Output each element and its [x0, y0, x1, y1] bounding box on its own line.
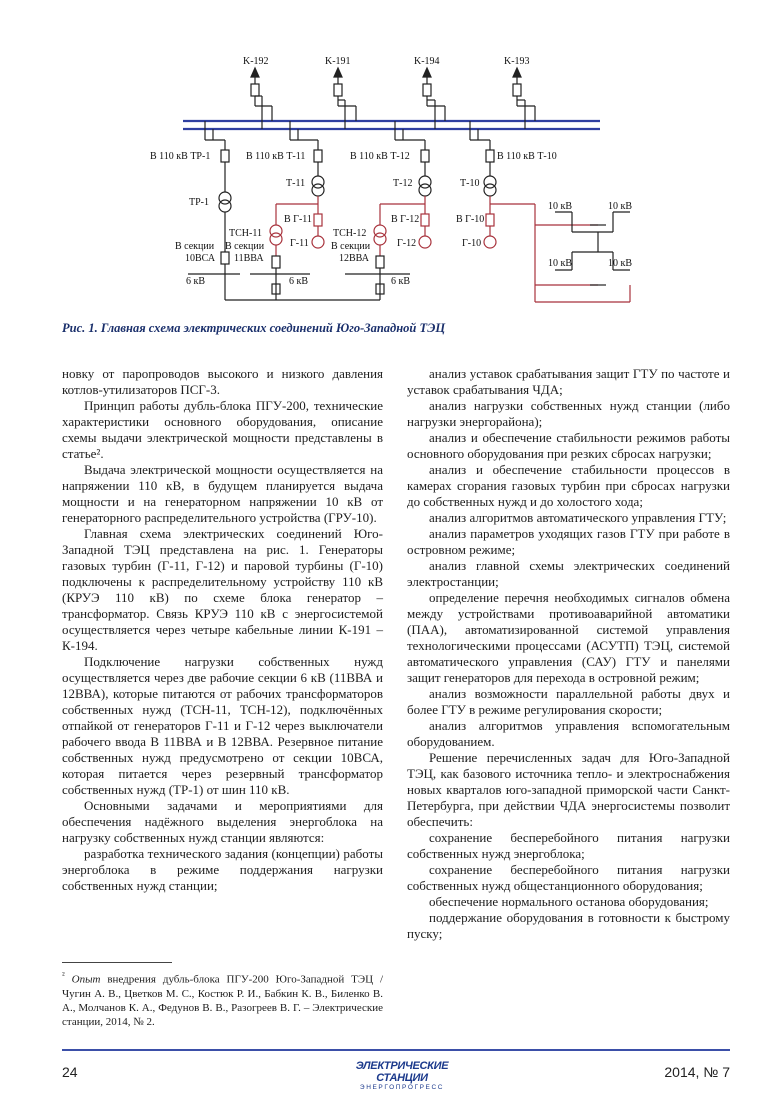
page-number: 24 [62, 1064, 78, 1080]
gen-breaker-label: В Г-10 [456, 214, 485, 225]
logo-subtitle: ЭНЕРГОПРОГРЕСС [359, 1084, 445, 1091]
list-item: обеспечение нормального останова оборудования; [429, 894, 709, 909]
list-item: сохранение бесперебойного питания нагрузки собственных нужд энергоблока; [407, 830, 730, 861]
gen-breaker-label: В Г-11 [284, 214, 312, 225]
section-label: 12ВВА [339, 253, 369, 264]
voltage-10kv-label: 10 кВ [608, 258, 633, 269]
list-item: анализ параметров уходящих газов ГТУ при работе в островном режиме; [407, 526, 730, 557]
transformer-label: Т-11 [286, 178, 306, 189]
section-label: 11ВВА [234, 253, 264, 264]
breaker-label: В 110 кВ Т-12 [350, 151, 410, 162]
section-breaker-label: В секции [175, 241, 215, 252]
voltage-6kv-label: 6 кВ [289, 276, 309, 287]
footnote [62, 968, 383, 1029]
list-item: анализ и обеспечение стабильности процессов в камерах сгорания газовых турбин при сбросах нагрузки до собственных нужд и до холостого хода; [407, 462, 730, 509]
breaker-label: В 110 кВ Т-10 [497, 151, 557, 162]
right-column [407, 366, 730, 942]
transformer-label: Т-12 [393, 178, 413, 189]
generator-label: Г-10 [462, 238, 482, 249]
list-item: поддержание оборудования в готовности к быстрому пуску; [407, 910, 730, 941]
footnote-rule [62, 962, 172, 963]
list-item: анализ главной схемы электрических соединений электростанции; [407, 558, 730, 589]
footnote-mark: ² [62, 970, 65, 980]
list-item: сохранение бесперебойного питания нагрузки собственных нужд общестанционного оборудования; [407, 862, 730, 893]
footer-rule [62, 1049, 730, 1051]
transformer-label: Т-10 [460, 178, 480, 189]
voltage-10kv-label: 10 кВ [548, 201, 573, 212]
generator-label: Г-12 [397, 238, 417, 249]
paragraph: Решение перечисленных задач для Юго-Западной ТЭЦ, как базового источника тепло- и электроснабжения новых кварталов юго-западной приморской части Санкт-Петербурга, при действии ЧДА энергосистемы позволит обеспечить: [407, 750, 730, 829]
paragraph: разработка технического задания (концепции) работы энергоблока в режиме поддержания нагрузки собственных нужд станции; [62, 846, 383, 893]
grid-10kv [555, 212, 633, 285]
voltage-6kv-label: 6 кВ [391, 276, 411, 287]
breaker-label: В 110 кВ Т-11 [246, 151, 306, 162]
paragraph: Подключение нагрузки собственных нужд осуществляется через две рабочие секции 6 кВ (11ВВА и 12ВВА), которые питаются от рабочих трансформаторов собственных нужд (ТСН-11, ТСН-12), подключённых отпайкой от генераторов Г-11 и Г-12 через выключатели рабочего ввода В 11ВВА и В 12ВВА. Резервное питание собственных нужд предусмотрено от секции 10ВСА, которая питается через резервный трансформатор собственных нужд (ТР-1) от шин 110 кВ. [62, 654, 383, 797]
list-item: анализ возможности параллельной работы двух и более ГТУ в режиме регулирования скорости; [407, 686, 730, 717]
feeder-k193 [513, 68, 535, 129]
feeder-k192 [251, 68, 272, 129]
journal-logo [352, 1060, 452, 1091]
paragraph: Основными задачами и мероприятиями для обеспечения надёжного выделения энергоблока на нагрузку собственных нужд станции являются: [62, 798, 383, 845]
list-item: анализ уставок срабатывания защит ГТУ по частоте и уставок срабатывания ЧДА; [407, 366, 730, 397]
paragraph: Принцип работы дубль-блока ПГУ-200, технические характеристики основного оборудования, описание схемы выдачи электрической мощности представлены в статье². [62, 398, 383, 461]
paragraph: Выдача электрической мощности осуществляется на напряжении 110 кВ, в будущем планируется выдача мощности и на генераторном напряжении 10 кВ от генераторного распределительного устройства (ГРУ-10). [62, 462, 383, 525]
transformer-label: ТР-1 [189, 197, 209, 208]
voltage-6kv-label: 6 кВ [186, 276, 206, 287]
line-label: K-191 [325, 56, 351, 67]
breaker-label: В 110 кВ ТР-1 [150, 151, 211, 162]
list-item: анализ и обеспечение стабильности режимов работы основного оборудования при резких сбросах нагрузки; [407, 430, 730, 461]
issue-number: 2014, № 7 [664, 1064, 730, 1080]
generator-label: Г-11 [290, 238, 309, 249]
feeder-k194 [423, 68, 445, 129]
logo-title: ЭЛЕКТРИЧЕСКИЕ СТАНЦИИ [355, 1060, 449, 1084]
voltage-10kv-label: 10 кВ [548, 258, 573, 269]
section-breaker-label: В секции [225, 241, 265, 252]
line-label: K-192 [243, 56, 269, 67]
paragraph: новку от паропроводов высокого и низкого давления котлов-утилизаторов ПСГ-3. [62, 366, 383, 397]
list-item: анализ алгоритмов автоматического управления ГТУ; [429, 510, 727, 525]
gen-circuit-g11 [270, 196, 324, 268]
footnote-text: внедрения дубль-блока ПГУ-200 Юго-Западной ТЭЦ / Чугин А. В., Цветков М. С., Костюк Р. И., Бабкин К. В., Биленко В. А., Молчанов К. А., Федунов В. В., Разогреев В. Г. – Электрические станции, 2014, № 2. [62, 973, 383, 1028]
aux-transformer-label: ТСН-11 [229, 228, 262, 239]
paragraph: Главная схема электрических соединений Юго-Западной ТЭЦ представлена на рис. 1. Генераторы газовых турбин (Г-11, Г-12) и паровой турбины (Г-10) подключены к распределительному устройству 110 кВ (КРУЭ 110 кВ) по схеме блока генератор – трансформатор. Связь КРУЭ 110 кВ с энергосистемой осуществляется через четыре кабельные линии К-191 – К-194. [62, 526, 383, 653]
gen-breaker-label: В Г-12 [391, 214, 420, 225]
single-line-diagram [0, 0, 768, 330]
section-label: 10ВСА [185, 253, 216, 264]
feeder-k191 [334, 68, 356, 129]
line-label: K-193 [504, 56, 530, 67]
section-breaker-label: В секции [331, 241, 371, 252]
list-item: определение перечня необходимых сигналов обмена между устройствами противоаварийной автоматики (ПАА), автоматизированной системой управления технологическими процессами (АСУТП) ТЭЦ, системой автоматического управления (САУ) ГТУ и панелями защит генераторов для перехода в островной режим; [407, 590, 730, 685]
list-item: анализ нагрузки собственных нужд станции (либо нагрузки энергорайона); [407, 398, 730, 429]
left-column [62, 366, 383, 894]
figure-caption: Рис. 1. Главная схема электрических соединений Юго-Западной ТЭЦ [62, 321, 446, 335]
line-label: K-194 [414, 56, 440, 67]
list-item: анализ алгоритмов управления вспомогательным оборудованием. [407, 718, 730, 749]
footnote-lead: Опыт [71, 973, 101, 986]
gen-circuit-g12 [374, 196, 431, 268]
voltage-10kv-label: 10 кВ [608, 201, 633, 212]
aux-transformer-label: ТСН-12 [333, 228, 367, 239]
